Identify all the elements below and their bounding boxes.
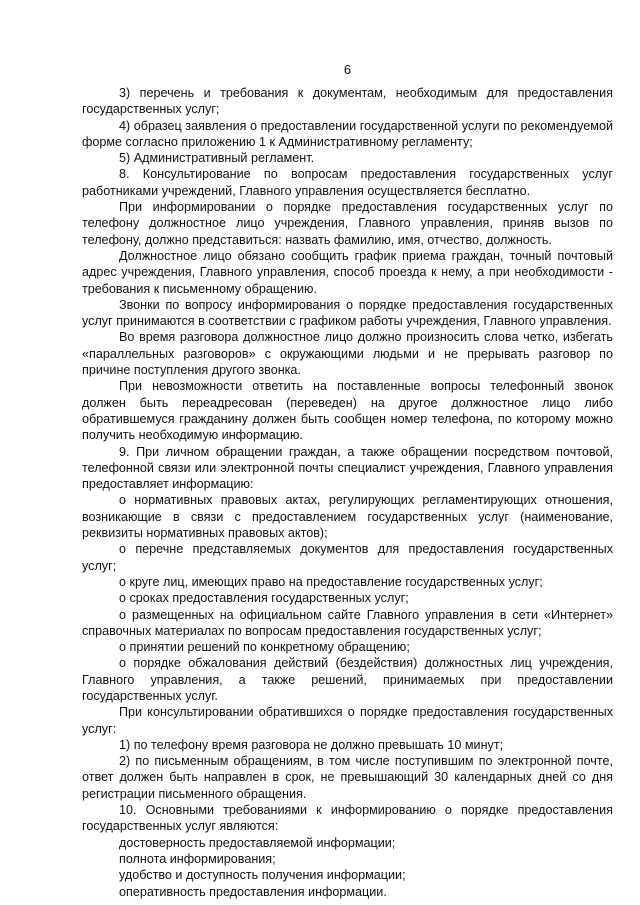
- paragraph-application-sample: 4) образец заявления о предоставлении государственной услуги по рекомендуемой форме согласно приложению 1 к Административному регламенту;: [82, 118, 613, 149]
- list-item-promptness: оперативность предоставления информации.: [119, 884, 387, 899]
- list-item-deadlines: о сроках предоставления государственных услуг;: [119, 591, 409, 606]
- paragraph-phone-informing: При информировании о порядке предоставления государственных услуг по телефону должностное лицо учреждения, Главного управления, приняв вызов по телефону, должно представиться: назвать фамилию, имя, отчество, должность.: [82, 200, 613, 247]
- paragraph-section-9: 9. При личном обращении граждан, а также обращении посредством почтовой, телефонной связи или электронной почты специалист учреждения, Главного управления предоставляет информацию:: [82, 444, 613, 492]
- list-item-legal-acts: о нормативных правовых актах, регулирующих регламентирующих отношения, возникающие в связи с предоставлением государственных услуг (наименование, реквизиты нормативных правовых актов);: [82, 493, 613, 541]
- list-item-completeness: полнота информирования;: [119, 851, 276, 866]
- list-item-accessibility: удобство и доступность получения информации;: [119, 868, 406, 883]
- paragraph-calls-schedule: Звонки по вопросу информирования о порядке предоставления государственных услуг принимаются в соответствии с графиком работы учреждения, Главного управления.: [82, 297, 613, 329]
- page-number: 6: [343, 62, 352, 77]
- paragraph-conversation-rules: Во время разговора должностное лицо должно произносить слова четко, избегать «параллельных разговоров» с окружающими людьми и не прерывать разговор по причине поступления другого звонка.: [82, 330, 613, 378]
- paragraph-admin-regulation: 5) Административный регламент.: [119, 151, 315, 166]
- list-item-eligible-persons: о круге лиц, имеющих право на предоставление государственных услуг;: [119, 574, 543, 589]
- list-item-written-response: 2) по письменным обращениям, в том числе поступившим по электронной почте, ответ должен быть направлен в срок, не превышающий 30 календарных дней со дня регистрации письменного обращения.: [82, 754, 613, 801]
- paragraph-call-redirect: При невозможности ответить на поставленные вопросы телефонный звонок должен быть переадресован (переведен) на другое должностное лицо либо обратившемуся гражданину должен быть сообщен номер телефона, по которому можно получить необходимую информацию.: [82, 379, 613, 443]
- paragraph-official-duty: Должностное лицо обязано сообщить график приема граждан, точный почтовый адрес учреждения, Главного управления, способ проезда к нему, а при необходимости - требования к письменному обращению.: [82, 248, 613, 296]
- paragraph-section-10: 10. Основными требованиями к информированию о порядке предоставления государственных услуг являются:: [82, 803, 613, 834]
- list-item-documents: о перечне представляемых документов для предоставления государственных услуг;: [82, 542, 613, 573]
- list-item-phone-limit: 1) по телефону время разговора не должно превышать 10 минут;: [119, 737, 504, 752]
- list-item-reliability: достоверность предоставляемой информации;: [119, 835, 396, 850]
- document-page: [82, 62, 613, 900]
- paragraph-section-8: 8. Консультирование по вопросам предоставления государственных услуг работниками учреждений, Главного управления осуществляется бесплатно.: [82, 167, 613, 198]
- list-item-appeals: о порядке обжалования действий (бездействия) должностных лиц учреждения, Главного управления, а также решений, принимаемых при предоставлении государственных услуг.: [82, 656, 613, 703]
- list-item-website-materials: о размещенных на официальном сайте Главного управления в сети «Интернет» справочных материалах по вопросам предоставления государственных услуг;: [82, 607, 613, 638]
- list-item-decisions: о принятии решений по конкретному обращению;: [119, 640, 410, 655]
- paragraph-documents-list: 3) перечень и требования к документам, необходимым для предоставления государственных услуг;: [82, 86, 613, 117]
- paragraph-consulting: При консультировании обратившихся о порядке предоставления государственных услуг:: [82, 705, 613, 736]
